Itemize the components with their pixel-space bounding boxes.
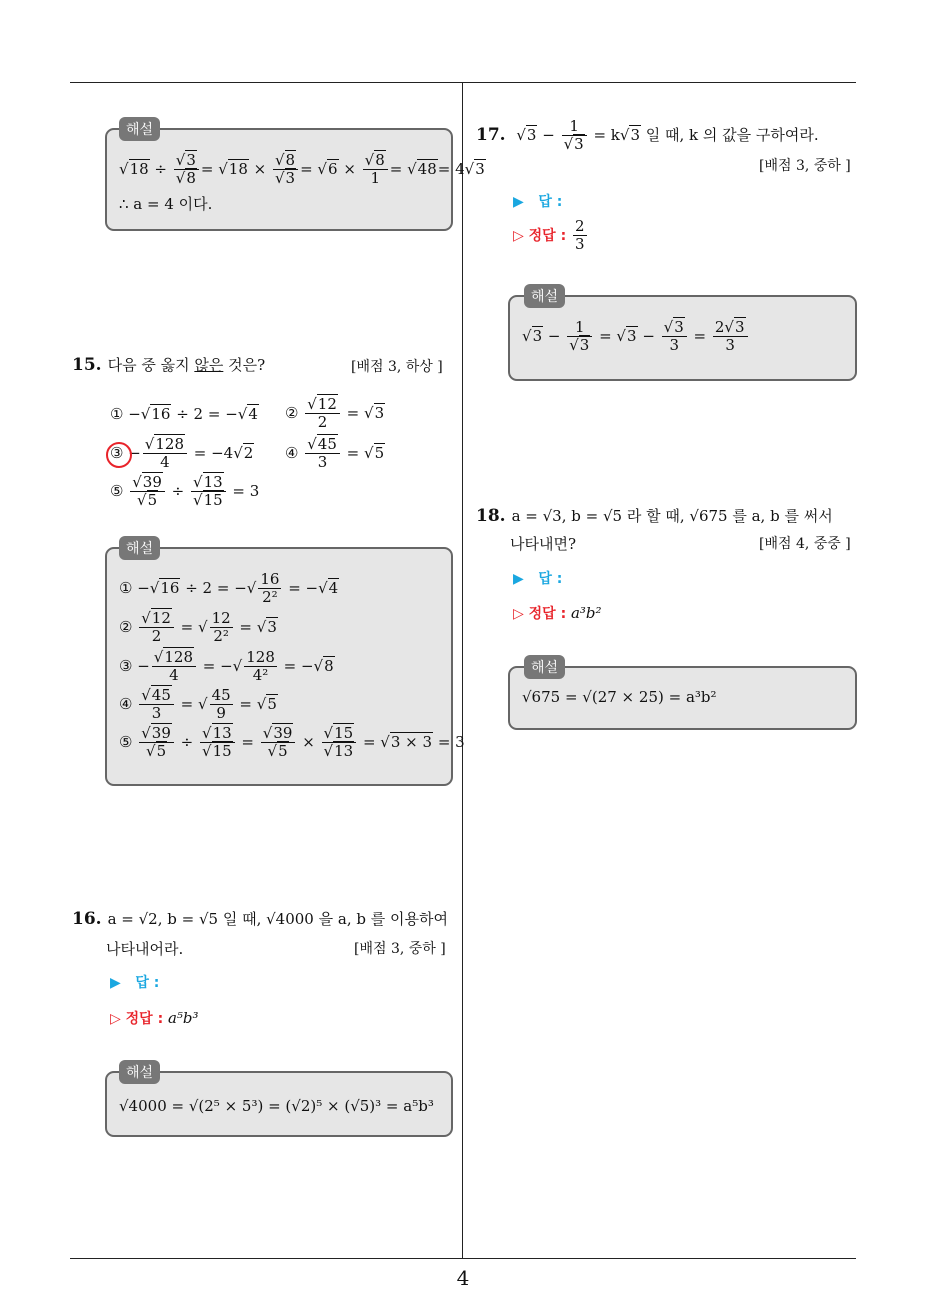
- q17-answer-row: ▶ 답 :: [513, 194, 563, 210]
- bottom-rule: [70, 1258, 856, 1259]
- outline-triangle-icon: ▷: [513, 606, 524, 622]
- q15-expl-tag: 해설: [119, 536, 160, 560]
- q18-text1: a = √3, b = √5 라 할 때, √675 를 a, b 를 써서: [511, 507, 833, 525]
- q15-question: [72, 354, 265, 375]
- q14-expl-line2: ∴ a = 4 이다.: [119, 195, 213, 213]
- q18-score: [배점 4, 중중 ]: [759, 536, 851, 552]
- q16-text2: 나타내어라.: [106, 940, 184, 958]
- selected-answer-circle: [106, 442, 132, 468]
- q15-option-2: ② $\frac{√12}{2}$ = √3: [285, 395, 385, 432]
- q18-correct-value: a³b²: [570, 604, 602, 622]
- q14-expl-tag: 해설: [119, 117, 160, 141]
- q15-text-b: 것은?: [223, 356, 266, 374]
- q15-expl-5: ⑤ $\frac{√39}{√5}$ ÷ $\frac{√13}{√15}$ = $\frac{√39}{√5}$ × $\frac{√15}{√13}$ = √3 × 3 = 3: [119, 724, 465, 761]
- q15-option-5: ⑤ $\frac{√39}{√5}$ ÷ $\frac{√13}{√15}$ = 3: [110, 473, 260, 510]
- play-triangle-icon: ▶: [110, 975, 121, 991]
- q18-answer-row: ▶ 답 :: [513, 571, 563, 587]
- column-divider: [462, 83, 463, 1259]
- q16-correct-value: a⁵b³: [167, 1009, 199, 1027]
- q15-text-a: 다음 중 옳지: [107, 356, 195, 374]
- q15-expl-3: ③ − $\frac{√128}{4}$ = −√ $\frac{128}{\text{4²}}$ = −√8: [119, 648, 334, 685]
- q17-text: 일 때, k 의 값을 구하여라.: [645, 125, 819, 144]
- q17-score: [배점 3, 중하 ]: [759, 158, 851, 174]
- q18-text2: 나타내면?: [510, 535, 577, 553]
- q17-expl-tag: 해설: [524, 284, 565, 308]
- q17-expl: √3 − $\frac{1}{√3}$ = √3 − $\frac{√3}{3}$ = $\frac{2√3}{3}$: [522, 319, 750, 355]
- outline-triangle-icon: ▷: [513, 227, 524, 244]
- q18-number: 18.: [476, 506, 506, 526]
- q15-option-1: ① −√16 ÷ 2 = −√4: [110, 405, 258, 423]
- q15-option-3: ③ − $\frac{√128}{4}$ = −4√2: [110, 435, 254, 472]
- q17-correct-row: ▷ 정답 : $\frac{2}{3}$: [513, 217, 585, 254]
- q16-score: [배점 3, 중하 ]: [354, 941, 446, 957]
- play-triangle-icon: ▶: [513, 571, 524, 587]
- q16-number: 16.: [72, 909, 102, 929]
- q15-option-4: ④ $\frac{√45}{3}$ = √5: [285, 435, 385, 472]
- q16-question: [72, 908, 448, 929]
- play-triangle-icon: ▶: [513, 194, 524, 210]
- q15-number: 15.: [72, 355, 102, 375]
- q18-correct-row: ▷ 정답 : a³b²: [513, 604, 602, 622]
- page-number: 4: [456, 1266, 470, 1290]
- q15-expl-1: ① −√16 ÷ 2 = −√ $\frac{16}{\text{2²}}$ = −√4: [119, 570, 339, 607]
- q16-answer-row: ▶ 답 :: [110, 975, 160, 991]
- q18-question: [476, 505, 833, 526]
- q15-explanation-box: [105, 547, 465, 786]
- q14-expl-line1: √18 ÷ $\frac{√3}{√8}$ = √18 × $\frac{√8}{√3}$ = √6 × $\frac{√8}{1}$ = √48= 4√3: [119, 151, 485, 188]
- q14-explanation-box: [105, 128, 485, 231]
- q16-expl: √4000 = √(2⁵ × 5³) = (√2)⁵ × (√5)³ = a⁵b³: [119, 1097, 434, 1115]
- q15-score: [배점 3, 하상 ]: [351, 359, 443, 375]
- q17-number: 17.: [476, 124, 506, 145]
- q18-expl-tag: 해설: [524, 655, 565, 679]
- q16-text1: a = √2, b = √5 일 때, √4000 을 a, b 를 이용하여: [107, 910, 448, 928]
- q15-expl-4: ④ $\frac{√45}{3}$ = √ $\frac{45}{9}$ = √5: [119, 686, 277, 723]
- q15-text-underlined: 않은: [194, 356, 224, 374]
- q15-expl-2: ② $\frac{√12}{2}$ = √ $\frac{12}{\text{2²}}$ = √3: [119, 609, 277, 646]
- q18-expl: √675 = √(27 × 25) = a³b²: [522, 688, 717, 706]
- q17-explanation-box: [508, 295, 857, 381]
- q17-question: 17. √3 − $\frac{1}{√3}$ = k√3 일 때, k 의 값을 구하여라.: [476, 117, 819, 154]
- top-rule: [70, 82, 856, 83]
- q16-correct-row: ▷ 정답 : a⁵b³: [110, 1009, 199, 1027]
- outline-triangle-icon: ▷: [110, 1011, 121, 1027]
- q16-expl-tag: 해설: [119, 1060, 160, 1084]
- q17-correct-value: $\frac{2}{3}$: [574, 217, 585, 254]
